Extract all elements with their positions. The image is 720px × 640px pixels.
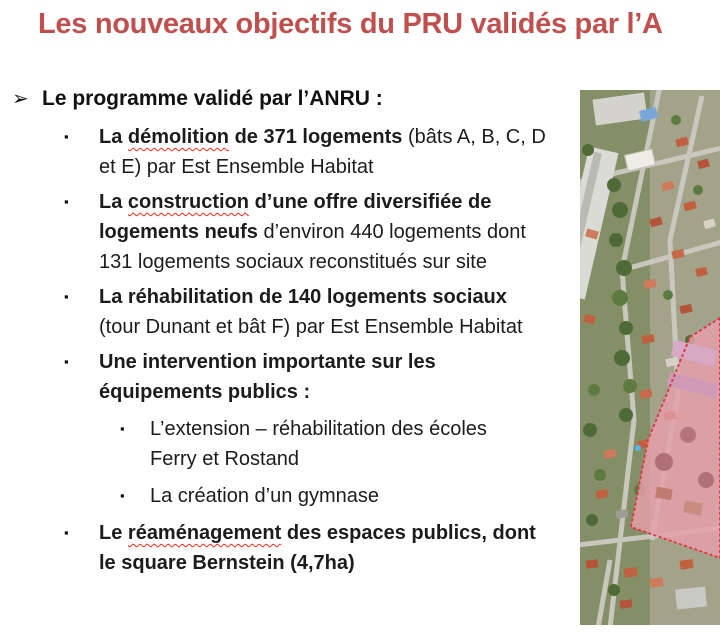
slide-title: Les nouveaux objectifs du PRU validés par l’A <box>38 8 663 40</box>
program-list <box>0 122 578 578</box>
list-item-text: Une intervention importante sur les équipements publics : <box>99 351 436 403</box>
list-item-text: La création d’un gymnase <box>150 485 380 507</box>
aerial-photo-graphic <box>580 90 720 625</box>
square-bullet-icon: ▪ <box>64 354 69 369</box>
square-bullet-icon: ▪ <box>64 129 69 144</box>
program-heading-label: Le programme validé par l’ANRU : <box>42 87 383 110</box>
list-item <box>0 518 578 578</box>
square-bullet-icon: ▪ <box>120 488 125 503</box>
list-item-text: L’extension – réhabilitation des écoles Ferry et Rostand <box>150 418 487 470</box>
list-item <box>0 414 578 474</box>
list-item <box>0 122 578 182</box>
slide-body <box>0 84 578 583</box>
program-heading <box>0 84 578 114</box>
list-item-text: La réhabilitation de 140 logements sociaux (tour Dunant et bât F) par Est Ensemble Habitat <box>99 286 523 338</box>
list-item <box>0 187 578 277</box>
square-bullet-icon: ▪ <box>120 421 125 436</box>
list-item <box>0 347 578 407</box>
square-bullet-icon: ▪ <box>64 525 69 540</box>
list-item-text: La démolition de 371 logements (bâts A, B, C, D et E) par Est Ensemble Habitat <box>99 126 546 178</box>
list-item <box>0 481 578 511</box>
aerial-photo <box>580 90 720 625</box>
square-bullet-icon: ▪ <box>64 194 69 209</box>
list-item-text: La construction d’une offre diversifiée de logements neufs d’environ 440 logements dont 131 logements sociaux reconstitués sur site <box>99 191 526 273</box>
arrow-bullet-icon: ➢ <box>12 88 29 110</box>
list-item <box>0 282 578 342</box>
list-item-text: Le réaménagement des espaces publics, dont le square Bernstein (4,7ha) <box>99 522 536 574</box>
square-bullet-icon: ▪ <box>64 289 69 304</box>
